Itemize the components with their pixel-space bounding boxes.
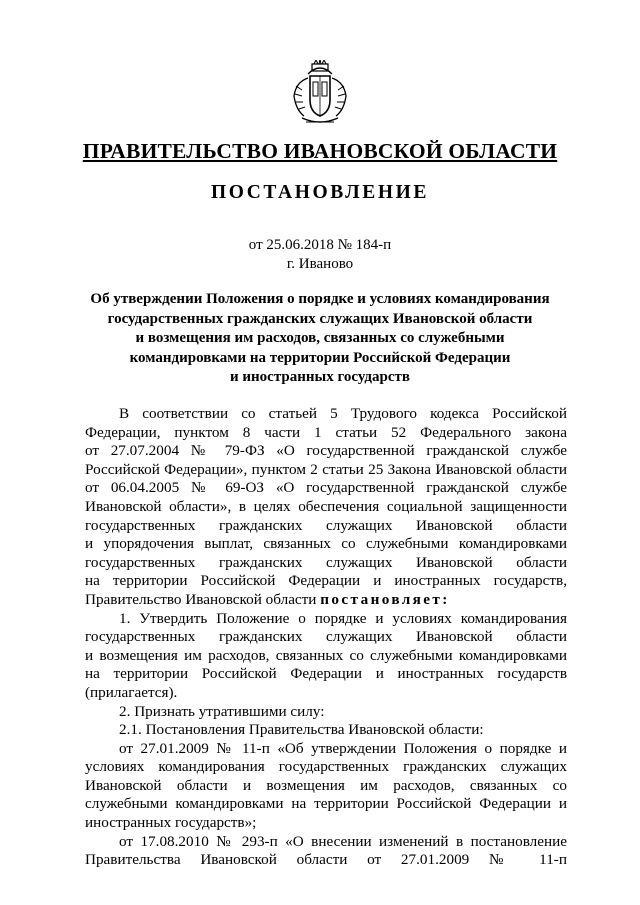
coat-of-arms-emblem xyxy=(288,60,352,128)
decree-word: постановляет: xyxy=(320,590,450,608)
body-line: от 27.01.2009 № 11-п «Об утверждении Положения о порядке и xyxy=(119,739,567,757)
title-line: командировками на территории Российской Федерации xyxy=(129,349,511,366)
body-line: 2.1. Постановления Правительства Ивановской области: xyxy=(119,721,484,739)
body-line: от 27.07.2004 № 79-ФЗ «О государственной гражданской службе xyxy=(85,442,567,460)
document-type: ПОСТАНОВЛЕНИЕ xyxy=(210,182,430,203)
body-line: Федерации, пунктом 8 части 1 статьи 52 Федерального закона xyxy=(85,423,567,441)
body-line: Российской Федерации», пунктом 2 статьи 25 Закона Ивановской области xyxy=(85,460,567,478)
date-number: от 25.06.2018 № 184-п xyxy=(248,237,392,253)
city: г. Иваново xyxy=(286,256,354,272)
document-title xyxy=(72,290,568,388)
decree-subject: Правительство Ивановской области xyxy=(85,590,317,608)
title-line: и возмещения им расходов, связанных со служебными xyxy=(135,330,505,346)
body-line: Ивановской области», в целях обеспечения социальной защищенности xyxy=(85,497,567,515)
body-line: Правительства Ивановской области от 27.01.2009 № 11-п xyxy=(85,851,567,869)
body-line: иностранных государств»; xyxy=(85,814,257,832)
body-line: и упорядочения выплат, связанных со служебными командировками xyxy=(85,535,567,553)
document-body xyxy=(85,405,567,870)
title-line: государственных гражданских служащих Ивановской области xyxy=(107,310,533,327)
body-line: на территории Российской Федерации и иностранных государств, xyxy=(85,572,567,590)
body-line: государственных гражданских служащих Ивановской области xyxy=(85,628,567,646)
body-line: Ивановской области и возмещения им расходов, связанных со xyxy=(85,776,567,794)
body-line-decree xyxy=(85,591,567,610)
body-line: В соответствии со статьей 5 Трудового кодекса Российской xyxy=(119,405,567,422)
body-line: 1. Утвердить Положение о порядке и условиях командирования xyxy=(119,609,567,627)
body-line: и возмещения им расходов, связанных со служебными командировками xyxy=(85,646,567,664)
body-line: от 06.04.2005 № 69-ОЗ «О государственной гражданской службе xyxy=(85,479,567,497)
body-line: (прилагается). xyxy=(85,683,178,701)
body-line: 2. Признать утратившими силу: xyxy=(119,702,325,720)
organization-title: ПРАВИТЕЛЬСТВО ИВАНОВСКОЙ ОБЛАСТИ xyxy=(82,139,558,163)
title-line: Об утверждении Положения о порядке и условиях командирования xyxy=(90,291,550,307)
title-line: и иностранных государств xyxy=(230,369,410,385)
body-line: государственных гражданских служащих Ивановской области xyxy=(85,516,567,534)
body-line: условиях командирования государственных гражданских служащих xyxy=(85,758,567,776)
body-line: от 17.08.2010 № 293-п «О внесении изменений в постановление xyxy=(119,832,567,850)
body-line: государственных гражданских служащих Ивановской области xyxy=(85,553,567,571)
body-line: на территории Российской Федерации и иностранных государств xyxy=(85,665,567,683)
body-line: служебными командировками на территории Российской Федерации и xyxy=(85,795,567,813)
